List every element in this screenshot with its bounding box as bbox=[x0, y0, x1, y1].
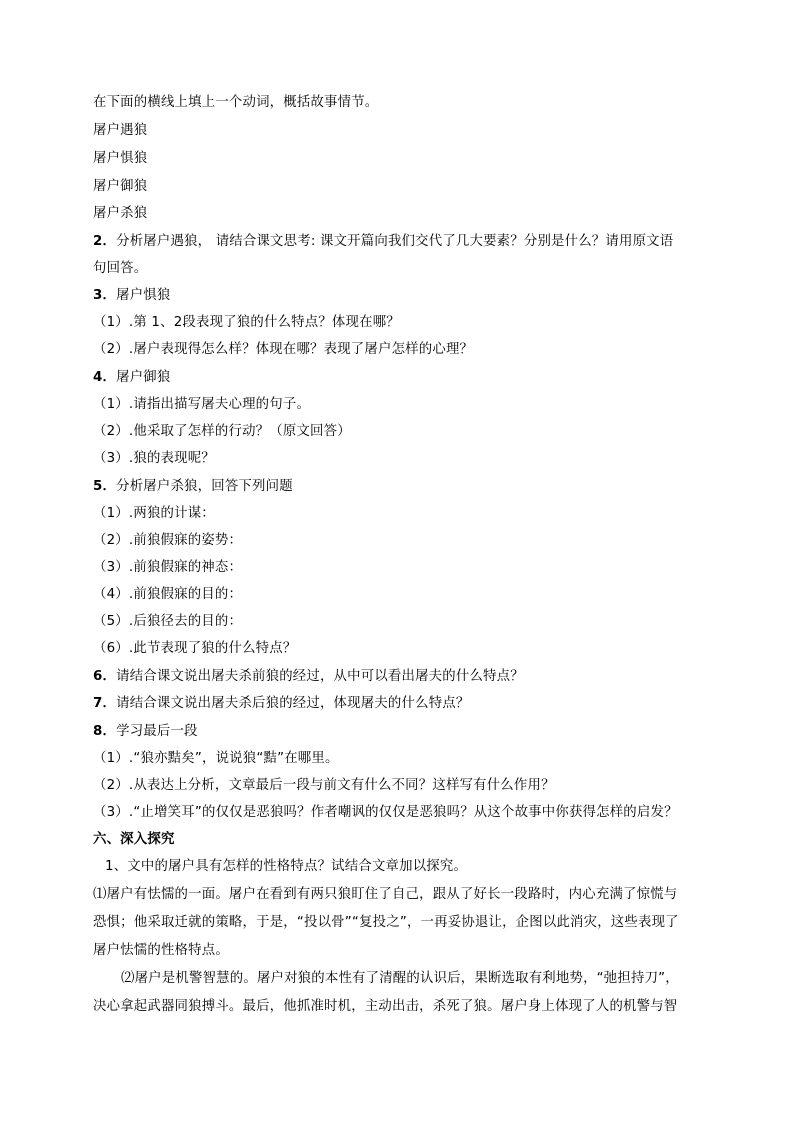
question-5-number: 5． bbox=[93, 479, 117, 494]
question-4-3: （3）.狼的表现呢？ bbox=[93, 451, 215, 466]
answer-1-line-1: ⑴屠户有怯懦的一面。屠户在看到有两只狼盯住了自己，跟从了好长一段路时，内心充满了惊慌与 bbox=[93, 887, 678, 902]
question-6-text: 请结合课文说出屠夫杀前狼的经过，从中可以看出屠夫的什么特点？ bbox=[116, 669, 524, 684]
question-6-number: 6． bbox=[93, 669, 117, 684]
question-2-text: 分析屠户遇狼， 请结合课文思考: 课文开篇向我们交代了几大要素？分别是什么？请用原文语 bbox=[116, 234, 674, 249]
question-4-number: 4． bbox=[93, 370, 117, 385]
question-3-2: （2）.屠户表现得怎么样？体现在哪？表现了屠户怎样的心理？ bbox=[93, 342, 474, 357]
question-4 bbox=[93, 369, 170, 387]
section-heading: 六、深入探究 bbox=[93, 832, 175, 847]
question-5 bbox=[93, 478, 293, 496]
question-3-text: 屠户惧狼 bbox=[116, 288, 171, 303]
question-4-2: （2）.他采取了怎样的行动？（原文回答） bbox=[93, 424, 351, 439]
explore-question: 1、文中的屠户具有怎样的性格特点？试结合文章加以探究。 bbox=[105, 859, 468, 874]
question-2-continued: 句回答。 bbox=[93, 261, 148, 276]
question-5-3: （3）.前狼假寐的神态： bbox=[93, 560, 243, 575]
answer-2-line-2: 决心拿起武器同狼搏斗。最后，他抓准时机，主动出击，杀死了狼。屠户身上体现了人的机警与智 bbox=[93, 999, 678, 1014]
question-3 bbox=[93, 287, 170, 305]
plot-step-1: 屠户遇狼 bbox=[93, 123, 148, 138]
plot-step-3: 屠户御狼 bbox=[93, 179, 148, 194]
answer-1-line-3: 屠户怯懦的性格特点。 bbox=[93, 943, 229, 958]
question-8-text: 学习最后一段 bbox=[116, 724, 198, 739]
question-5-2: （2）.前狼假寐的姿势： bbox=[93, 533, 243, 548]
question-5-1: （1）.两狼的计谋： bbox=[93, 506, 215, 521]
question-4-text: 屠户御狼 bbox=[116, 370, 171, 385]
question-6 bbox=[93, 668, 524, 686]
question-5-text: 分析屠户杀狼，回答下列问题 bbox=[116, 479, 293, 494]
plot-step-4: 屠户杀狼 bbox=[93, 206, 148, 221]
question-8-1: （1）.“狼亦黠矣”，说说狼“黠”在哪里。 bbox=[93, 751, 339, 766]
question-5-4: （4）.前狼假寐的目的： bbox=[93, 587, 243, 602]
question-5-5: （5）.后狼径去的目的： bbox=[93, 614, 243, 629]
question-8-2: （2）.从表达上分析，文章最后一段与前文有什么不同？这样写有什么作用？ bbox=[93, 778, 555, 793]
question-7-number: 7． bbox=[93, 696, 117, 711]
plot-step-2: 屠户惧狼 bbox=[93, 151, 148, 166]
question-7-text: 请结合课文说出屠夫杀后狼的经过，体现屠夫的什么特点？ bbox=[116, 696, 470, 711]
question-2-number: 2． bbox=[93, 234, 117, 249]
question-3-1: （1）.第 1、2段表现了狼的什么特点？体现在哪？ bbox=[93, 315, 400, 330]
question-5-6: （6）.此节表现了狼的什么特点？ bbox=[93, 641, 297, 656]
question-8-3: （3）.“止增笑耳”的仅仅是恶狼吗？作者嘲讽的仅仅是恶狼吗？从这个故事中你获得怎样的启发？ bbox=[93, 805, 678, 820]
answer-1-line-2: 恐惧；他采取迁就的策略，于是，“投以骨”“复投之”，一再妥协退让，企图以此消灾，这些表现了 bbox=[93, 915, 679, 930]
instruction-text: 在下面的横线上填上一个动词，概括故事情节。 bbox=[93, 95, 379, 110]
question-2 bbox=[93, 233, 673, 251]
question-3-number: 3． bbox=[93, 288, 117, 303]
question-8 bbox=[93, 723, 198, 741]
question-8-number: 8． bbox=[93, 724, 117, 739]
answer-2-line-1: ⑵屠户是机警智慧的。屠户对狼的本性有了清醒的认识后，果断选取有利地势，“弛担持刀”， bbox=[121, 971, 679, 986]
question-4-1: （1）.请指出描写屠夫心理的句子。 bbox=[93, 397, 311, 412]
question-7 bbox=[93, 695, 469, 713]
